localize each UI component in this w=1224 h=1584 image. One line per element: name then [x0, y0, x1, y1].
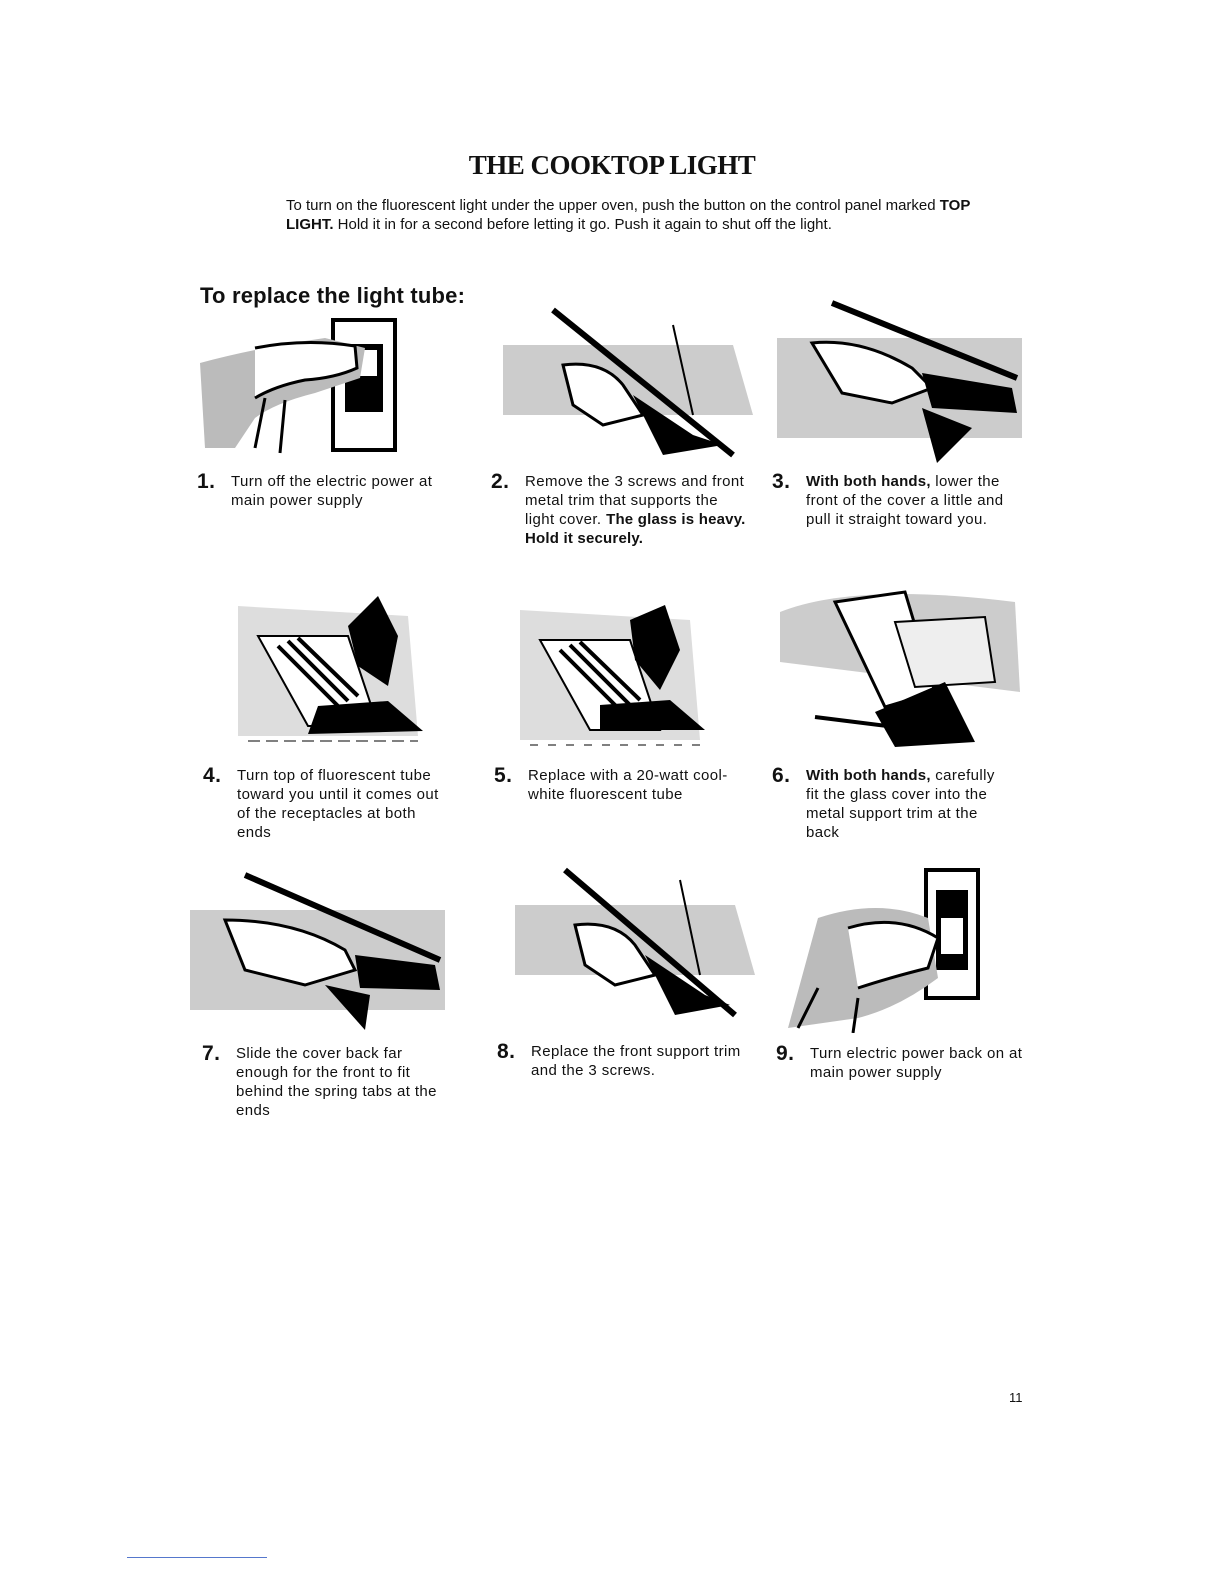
step-2-text: Remove the 3 screws and front metal trim that supports the light cover. The glass is heavy. Hold it securely. [525, 473, 746, 547]
intro-text-2: Hold it in for a second before letting it go. Push it again to shut off the light. [333, 216, 832, 233]
step-7-number: 7. [202, 1042, 221, 1065]
intro-text-1: To turn on the fluorescent light under the upper oven, push the button on the control panel marked [286, 197, 940, 214]
step-7-text: Slide the cover back far enough for the front to fit behind the spring tabs at the ends [236, 1045, 437, 1119]
step-1-illustration [195, 308, 425, 463]
step-2-number: 2. [491, 470, 510, 493]
intro-button-name: TOP LIGHT. [286, 197, 971, 233]
step-2-illustration [493, 305, 763, 465]
step-1-number: 1. [197, 470, 216, 493]
step-6-illustration [775, 562, 1025, 752]
step-4-illustration [228, 576, 428, 746]
intro-paragraph [286, 196, 986, 234]
step-9-number: 9. [776, 1042, 795, 1065]
step-5-number: 5. [494, 764, 513, 787]
step-7-illustration [185, 870, 455, 1035]
step-4-number: 4. [203, 764, 222, 787]
step-6-text: With both hands, carefully fit the glass cover into the metal support trim at the back [806, 767, 995, 841]
step-3-number: 3. [772, 470, 791, 493]
step-5-illustration [510, 580, 710, 750]
step-8-text: Replace the front support trim and the 3 screws. [531, 1043, 741, 1079]
page-title: THE COOKTOP LIGHT [468, 150, 756, 180]
step-8-number: 8. [497, 1040, 516, 1063]
step-8-illustration [505, 865, 760, 1030]
step-4-text: Turn top of fluorescent tube toward you until it comes out of the receptacles at both ends [237, 767, 439, 841]
step-3-text: With both hands, lower the front of the cover a little and pull it straight toward you. [806, 473, 1004, 528]
page-number: 11 [1009, 1390, 1023, 1405]
step-5-text: Replace with a 20-watt cool-white fluorescent tube [528, 767, 728, 803]
step-1-text: Turn off the electric power at main power supply [231, 473, 433, 509]
step-6-number: 6. [772, 764, 791, 787]
section-subheading: To replace the light tube: [200, 283, 466, 308]
step-9-illustration [778, 858, 1003, 1033]
step-3-illustration [772, 298, 1027, 463]
footer-rule [127, 1557, 267, 1558]
step-9-text: Turn electric power back on at main power supply [810, 1045, 1023, 1081]
